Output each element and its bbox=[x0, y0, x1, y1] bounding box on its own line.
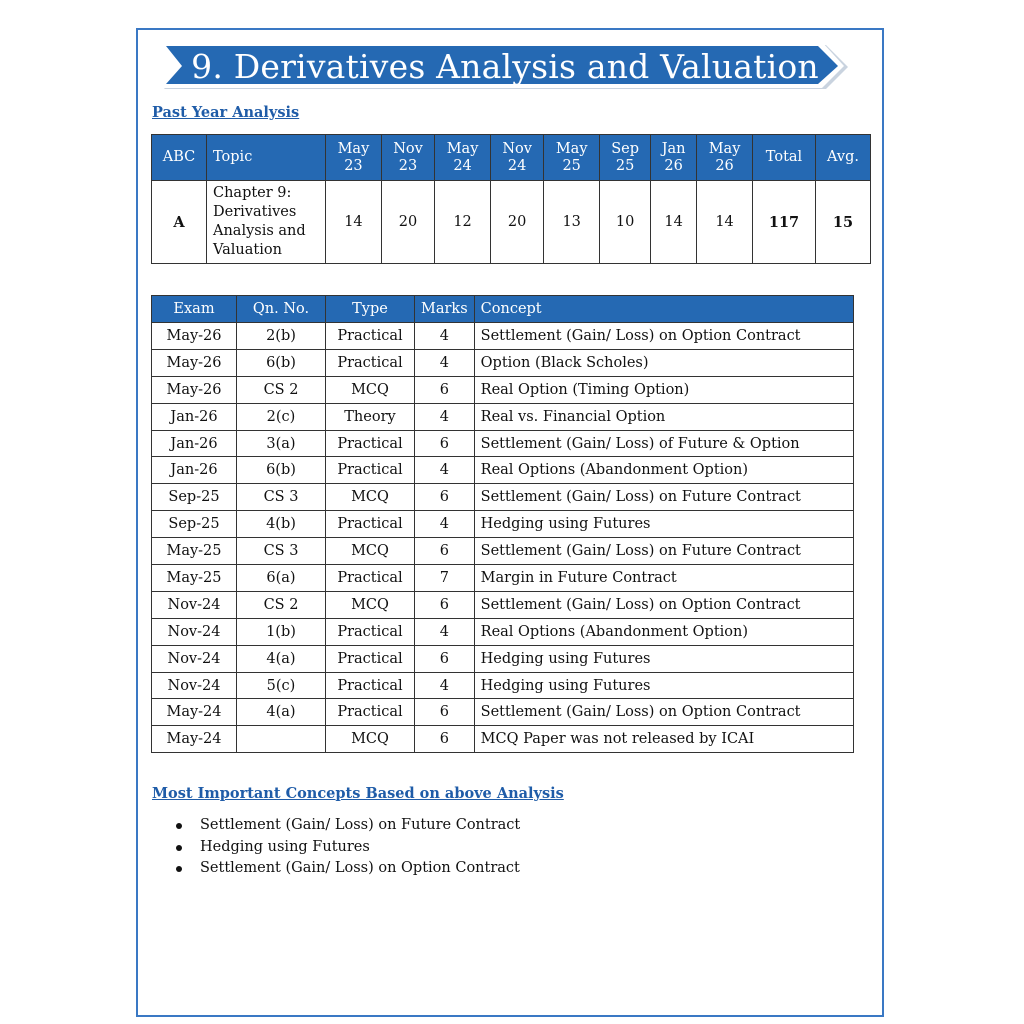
table-row bbox=[152, 511, 854, 538]
type-cell: Practical bbox=[326, 699, 415, 726]
marks-cell: 6 bbox=[415, 538, 475, 565]
qn-cell: 1(b) bbox=[237, 618, 326, 645]
bullet-icon bbox=[176, 866, 182, 872]
header-total: Total bbox=[753, 135, 816, 181]
marks-cell: 4 bbox=[415, 672, 475, 699]
header-exam: Exam bbox=[152, 296, 237, 323]
concept-cell: Settlement (Gain/ Loss) on Option Contract bbox=[474, 699, 853, 726]
type-cell: MCQ bbox=[326, 591, 415, 618]
exam-cell: Nov-24 bbox=[152, 645, 237, 672]
page-title: 9. Derivatives Analysis and Valuation bbox=[191, 47, 819, 86]
list-item: Hedging using Futures bbox=[170, 837, 520, 859]
questions-table bbox=[151, 295, 854, 753]
concept-cell: Hedging using Futures bbox=[474, 672, 853, 699]
list-item: Settlement (Gain/ Loss) on Future Contract bbox=[170, 815, 520, 837]
table-row bbox=[152, 591, 854, 618]
concept-cell: Settlement (Gain/ Loss) on Future Contract bbox=[474, 538, 853, 565]
table-row bbox=[152, 726, 854, 753]
header-abc: ABC bbox=[152, 135, 207, 181]
avg-value: 15 bbox=[816, 181, 871, 264]
concept-cell: Settlement (Gain/ Loss) on Option Contract bbox=[474, 591, 853, 618]
marks-cell: 4 bbox=[415, 323, 475, 350]
marks-cell: 7 bbox=[415, 565, 475, 592]
header-session: May 24 bbox=[435, 135, 491, 181]
table-row bbox=[152, 672, 854, 699]
marks-cell: 6 bbox=[415, 726, 475, 753]
concept-cell: MCQ Paper was not released by ICAI bbox=[474, 726, 853, 753]
header-session: Sep 25 bbox=[600, 135, 651, 181]
exam-cell: May-25 bbox=[152, 538, 237, 565]
qn-cell: 4(a) bbox=[237, 645, 326, 672]
header-session: Nov 23 bbox=[381, 135, 434, 181]
summary-table bbox=[151, 134, 871, 264]
exam-cell: Nov-24 bbox=[152, 618, 237, 645]
qn-cell: CS 3 bbox=[237, 484, 326, 511]
type-cell: Practical bbox=[326, 565, 415, 592]
qn-cell: 4(b) bbox=[237, 511, 326, 538]
marks-cell: 6 bbox=[415, 430, 475, 457]
summary-header-row bbox=[152, 135, 871, 181]
exam-cell: Sep-25 bbox=[152, 484, 237, 511]
exam-cell: Nov-24 bbox=[152, 591, 237, 618]
questions-header-row bbox=[152, 296, 854, 323]
marks-cell: 10 bbox=[600, 181, 651, 264]
qn-cell: 4(a) bbox=[237, 699, 326, 726]
table-row bbox=[152, 323, 854, 350]
marks-cell: 4 bbox=[415, 618, 475, 645]
exam-cell: May-24 bbox=[152, 699, 237, 726]
header-marks: Marks bbox=[415, 296, 475, 323]
important-concepts-list bbox=[170, 815, 520, 880]
bullet-icon bbox=[176, 823, 182, 829]
type-cell: Practical bbox=[326, 618, 415, 645]
qn-cell: 6(b) bbox=[237, 349, 326, 376]
table-row bbox=[152, 430, 854, 457]
header-qn: Qn. No. bbox=[237, 296, 326, 323]
concept-cell: Settlement (Gain/ Loss) on Option Contract bbox=[474, 323, 853, 350]
header-concept: Concept bbox=[474, 296, 853, 323]
exam-cell: May-26 bbox=[152, 376, 237, 403]
header-topic: Topic bbox=[207, 135, 326, 181]
past-year-analysis-heading[interactable]: Past Year Analysis bbox=[152, 104, 300, 121]
qn-cell: 6(a) bbox=[237, 565, 326, 592]
qn-cell: CS 2 bbox=[237, 376, 326, 403]
list-item: Settlement (Gain/ Loss) on Option Contract bbox=[170, 858, 520, 880]
concept-cell: Hedging using Futures bbox=[474, 645, 853, 672]
type-cell: Practical bbox=[326, 645, 415, 672]
exam-cell: May-26 bbox=[152, 323, 237, 350]
marks-cell: 6 bbox=[415, 645, 475, 672]
type-cell: MCQ bbox=[326, 538, 415, 565]
type-cell: MCQ bbox=[326, 726, 415, 753]
header-type: Type bbox=[326, 296, 415, 323]
qn-cell: CS 2 bbox=[237, 591, 326, 618]
marks-cell: 6 bbox=[415, 699, 475, 726]
qn-cell: 3(a) bbox=[237, 430, 326, 457]
marks-cell: 4 bbox=[415, 403, 475, 430]
qn-cell: CS 3 bbox=[237, 538, 326, 565]
marks-cell: 4 bbox=[415, 457, 475, 484]
marks-cell: 4 bbox=[415, 349, 475, 376]
marks-cell: 4 bbox=[415, 511, 475, 538]
qn-cell: 6(b) bbox=[237, 457, 326, 484]
table-row bbox=[152, 403, 854, 430]
type-cell: Practical bbox=[326, 430, 415, 457]
bullet-icon bbox=[176, 845, 182, 851]
table-row bbox=[152, 376, 854, 403]
qn-cell bbox=[237, 726, 326, 753]
marks-cell: 12 bbox=[435, 181, 491, 264]
concept-cell: Real Option (Timing Option) bbox=[474, 376, 853, 403]
marks-cell: 14 bbox=[651, 181, 697, 264]
exam-cell: May-24 bbox=[152, 726, 237, 753]
exam-cell: May-26 bbox=[152, 349, 237, 376]
type-cell: Practical bbox=[326, 349, 415, 376]
header-session: Jan 26 bbox=[651, 135, 697, 181]
qn-cell: 2(c) bbox=[237, 403, 326, 430]
marks-cell: 13 bbox=[544, 181, 600, 264]
table-row bbox=[152, 538, 854, 565]
table-row bbox=[152, 484, 854, 511]
type-cell: Practical bbox=[326, 323, 415, 350]
header-session: May 23 bbox=[326, 135, 382, 181]
concept-cell: Option (Black Scholes) bbox=[474, 349, 853, 376]
header-session: May 25 bbox=[544, 135, 600, 181]
qn-cell: 5(c) bbox=[237, 672, 326, 699]
type-cell: Theory bbox=[326, 403, 415, 430]
topic-value: Chapter 9: Derivatives Analysis and Valuation bbox=[207, 181, 326, 264]
marks-cell: 6 bbox=[415, 591, 475, 618]
table-row bbox=[152, 699, 854, 726]
table-row bbox=[152, 645, 854, 672]
total-value: 117 bbox=[753, 181, 816, 264]
exam-cell: Sep-25 bbox=[152, 511, 237, 538]
concept-cell: Settlement (Gain/ Loss) on Future Contract bbox=[474, 484, 853, 511]
header-session: May 26 bbox=[697, 135, 753, 181]
marks-cell: 6 bbox=[415, 376, 475, 403]
summary-data-row bbox=[152, 181, 871, 264]
table-row bbox=[152, 349, 854, 376]
important-concepts-heading[interactable]: Most Important Concepts Based on above Analysis bbox=[152, 785, 564, 802]
marks-cell: 20 bbox=[381, 181, 434, 264]
type-cell: MCQ bbox=[326, 484, 415, 511]
qn-cell: 2(b) bbox=[237, 323, 326, 350]
marks-cell: 6 bbox=[415, 484, 475, 511]
table-row bbox=[152, 457, 854, 484]
type-cell: Practical bbox=[326, 672, 415, 699]
marks-cell: 14 bbox=[326, 181, 382, 264]
exam-cell: Jan-26 bbox=[152, 457, 237, 484]
exam-cell: May-25 bbox=[152, 565, 237, 592]
concept-cell: Settlement (Gain/ Loss) of Future & Option bbox=[474, 430, 853, 457]
header-session: Nov 24 bbox=[490, 135, 543, 181]
exam-cell: Jan-26 bbox=[152, 430, 237, 457]
exam-cell: Jan-26 bbox=[152, 403, 237, 430]
concept-cell: Hedging using Futures bbox=[474, 511, 853, 538]
marks-cell: 20 bbox=[490, 181, 543, 264]
marks-cell: 14 bbox=[697, 181, 753, 264]
abc-value: A bbox=[152, 181, 207, 264]
header-avg: Avg. bbox=[816, 135, 871, 181]
concept-cell: Real vs. Financial Option bbox=[474, 403, 853, 430]
concept-cell: Margin in Future Contract bbox=[474, 565, 853, 592]
concept-cell: Real Options (Abandonment Option) bbox=[474, 618, 853, 645]
table-row bbox=[152, 618, 854, 645]
concept-cell: Real Options (Abandonment Option) bbox=[474, 457, 853, 484]
type-cell: Practical bbox=[326, 457, 415, 484]
table-row bbox=[152, 565, 854, 592]
exam-cell: Nov-24 bbox=[152, 672, 237, 699]
type-cell: MCQ bbox=[326, 376, 415, 403]
title-banner bbox=[160, 42, 850, 92]
questions-body bbox=[152, 323, 854, 753]
type-cell: Practical bbox=[326, 511, 415, 538]
